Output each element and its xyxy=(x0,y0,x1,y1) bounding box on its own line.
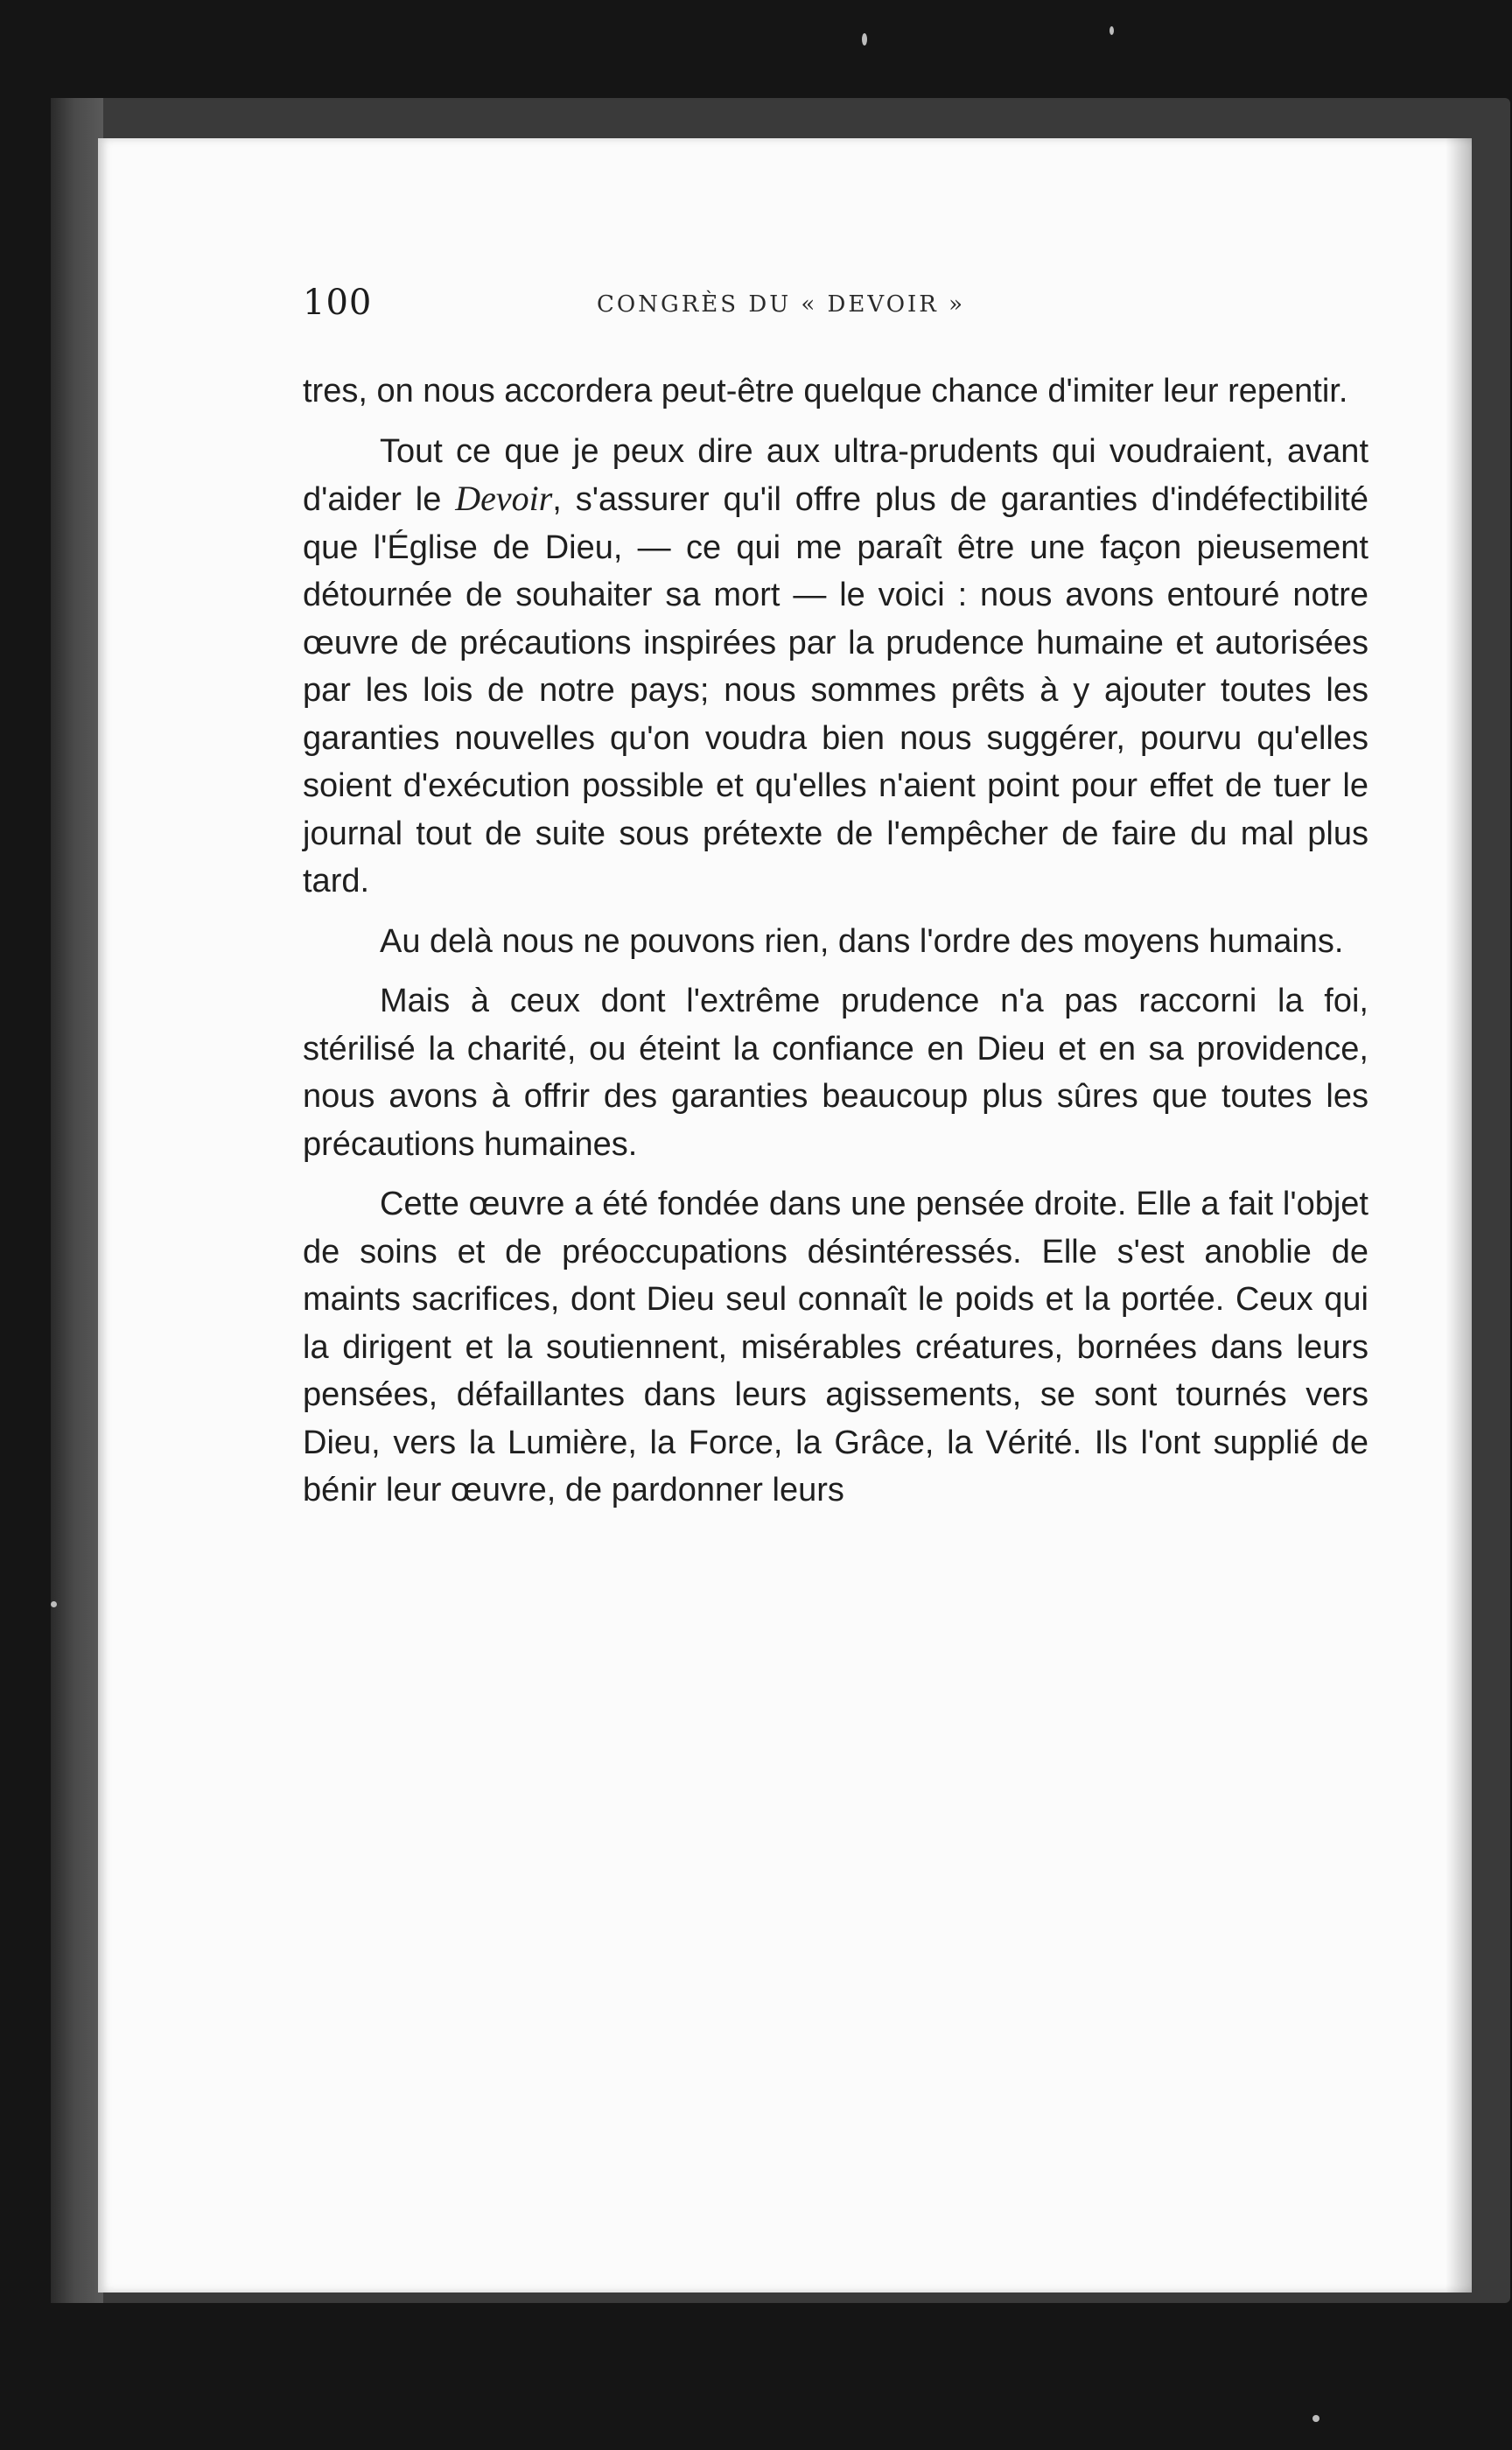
page-gutter-shadow xyxy=(1446,138,1472,2292)
paragraph-2-rest: , s'assurer qu'il offre plus de garanties d'indéfectibilité que l'Église de Dieu, — ce qui me paraît être une façon pieusement détournée de souhaiter sa mort — le voici : nous avons entouré notre œuvre de précautions inspirées par la prudence humaine et autorisées par les lois de notre pays; nous sommes prêts à y ajouter toutes les garanties nouvelles qu'on voudra bien nous suggérer, pourvu qu'elles soient d'exécution possible et qu'elles n'aient point pour effet de tuer le journal tout de suite sous prétexte de l'empêcher de faire du mal plus tard. xyxy=(303,481,1369,900)
page-number: 100 xyxy=(303,283,373,323)
paragraph-5: Cette œuvre a été fondée dans une pensée droite. Elle a fait l'objet de soins et de préoccupations désintéressés. Elle s'est anoblie de maints sacrifices, dont Dieu seul connaît le poids et la portée. Ceux qui la dirigent et la soutiennent, misérables créatures, bornées dans leurs pensées, défaillantes dans leurs agissements, se sont tournés vers Dieu, vers la Lumière, la Force, la Grâce, la Vérité. Ils l'ont supplié de bénir leur œuvre, de pardonner leurs xyxy=(303,1186,1368,1508)
body-text xyxy=(303,368,1368,1527)
running-title: CONGRÈS DU « DEVOIR » xyxy=(597,291,966,318)
scan-speck xyxy=(51,1601,57,1607)
paragraph-3: Au delà nous ne pouvons rien, dans l'ordre des moyens humains. xyxy=(380,922,1344,960)
book-spine-edge xyxy=(51,98,103,2303)
scan-speck xyxy=(862,33,867,46)
paragraph-1: tres, on nous accordera peut-être quelque chance d'imiter leur repentir. xyxy=(303,373,1348,410)
running-header xyxy=(303,283,1370,335)
paragraph-2-start: Tout ce que je peux dire aux ultra-prudents qui voudraient, avant d'aider le xyxy=(303,432,1368,518)
scan-speck xyxy=(1312,2415,1320,2422)
devoir-italic: Devoir xyxy=(455,479,553,518)
paragraph-4: Mais à ceux dont l'extrême prudence n'a pas raccorni la foi, stérilisé la charité, ou éteint la confiance en Dieu et en sa providence, nous avons à offrir des garanties beaucoup plus sûres que toutes les précautions humaines. xyxy=(303,983,1368,1163)
scan-speck xyxy=(1110,26,1114,35)
paragraph-2 xyxy=(303,428,1368,906)
